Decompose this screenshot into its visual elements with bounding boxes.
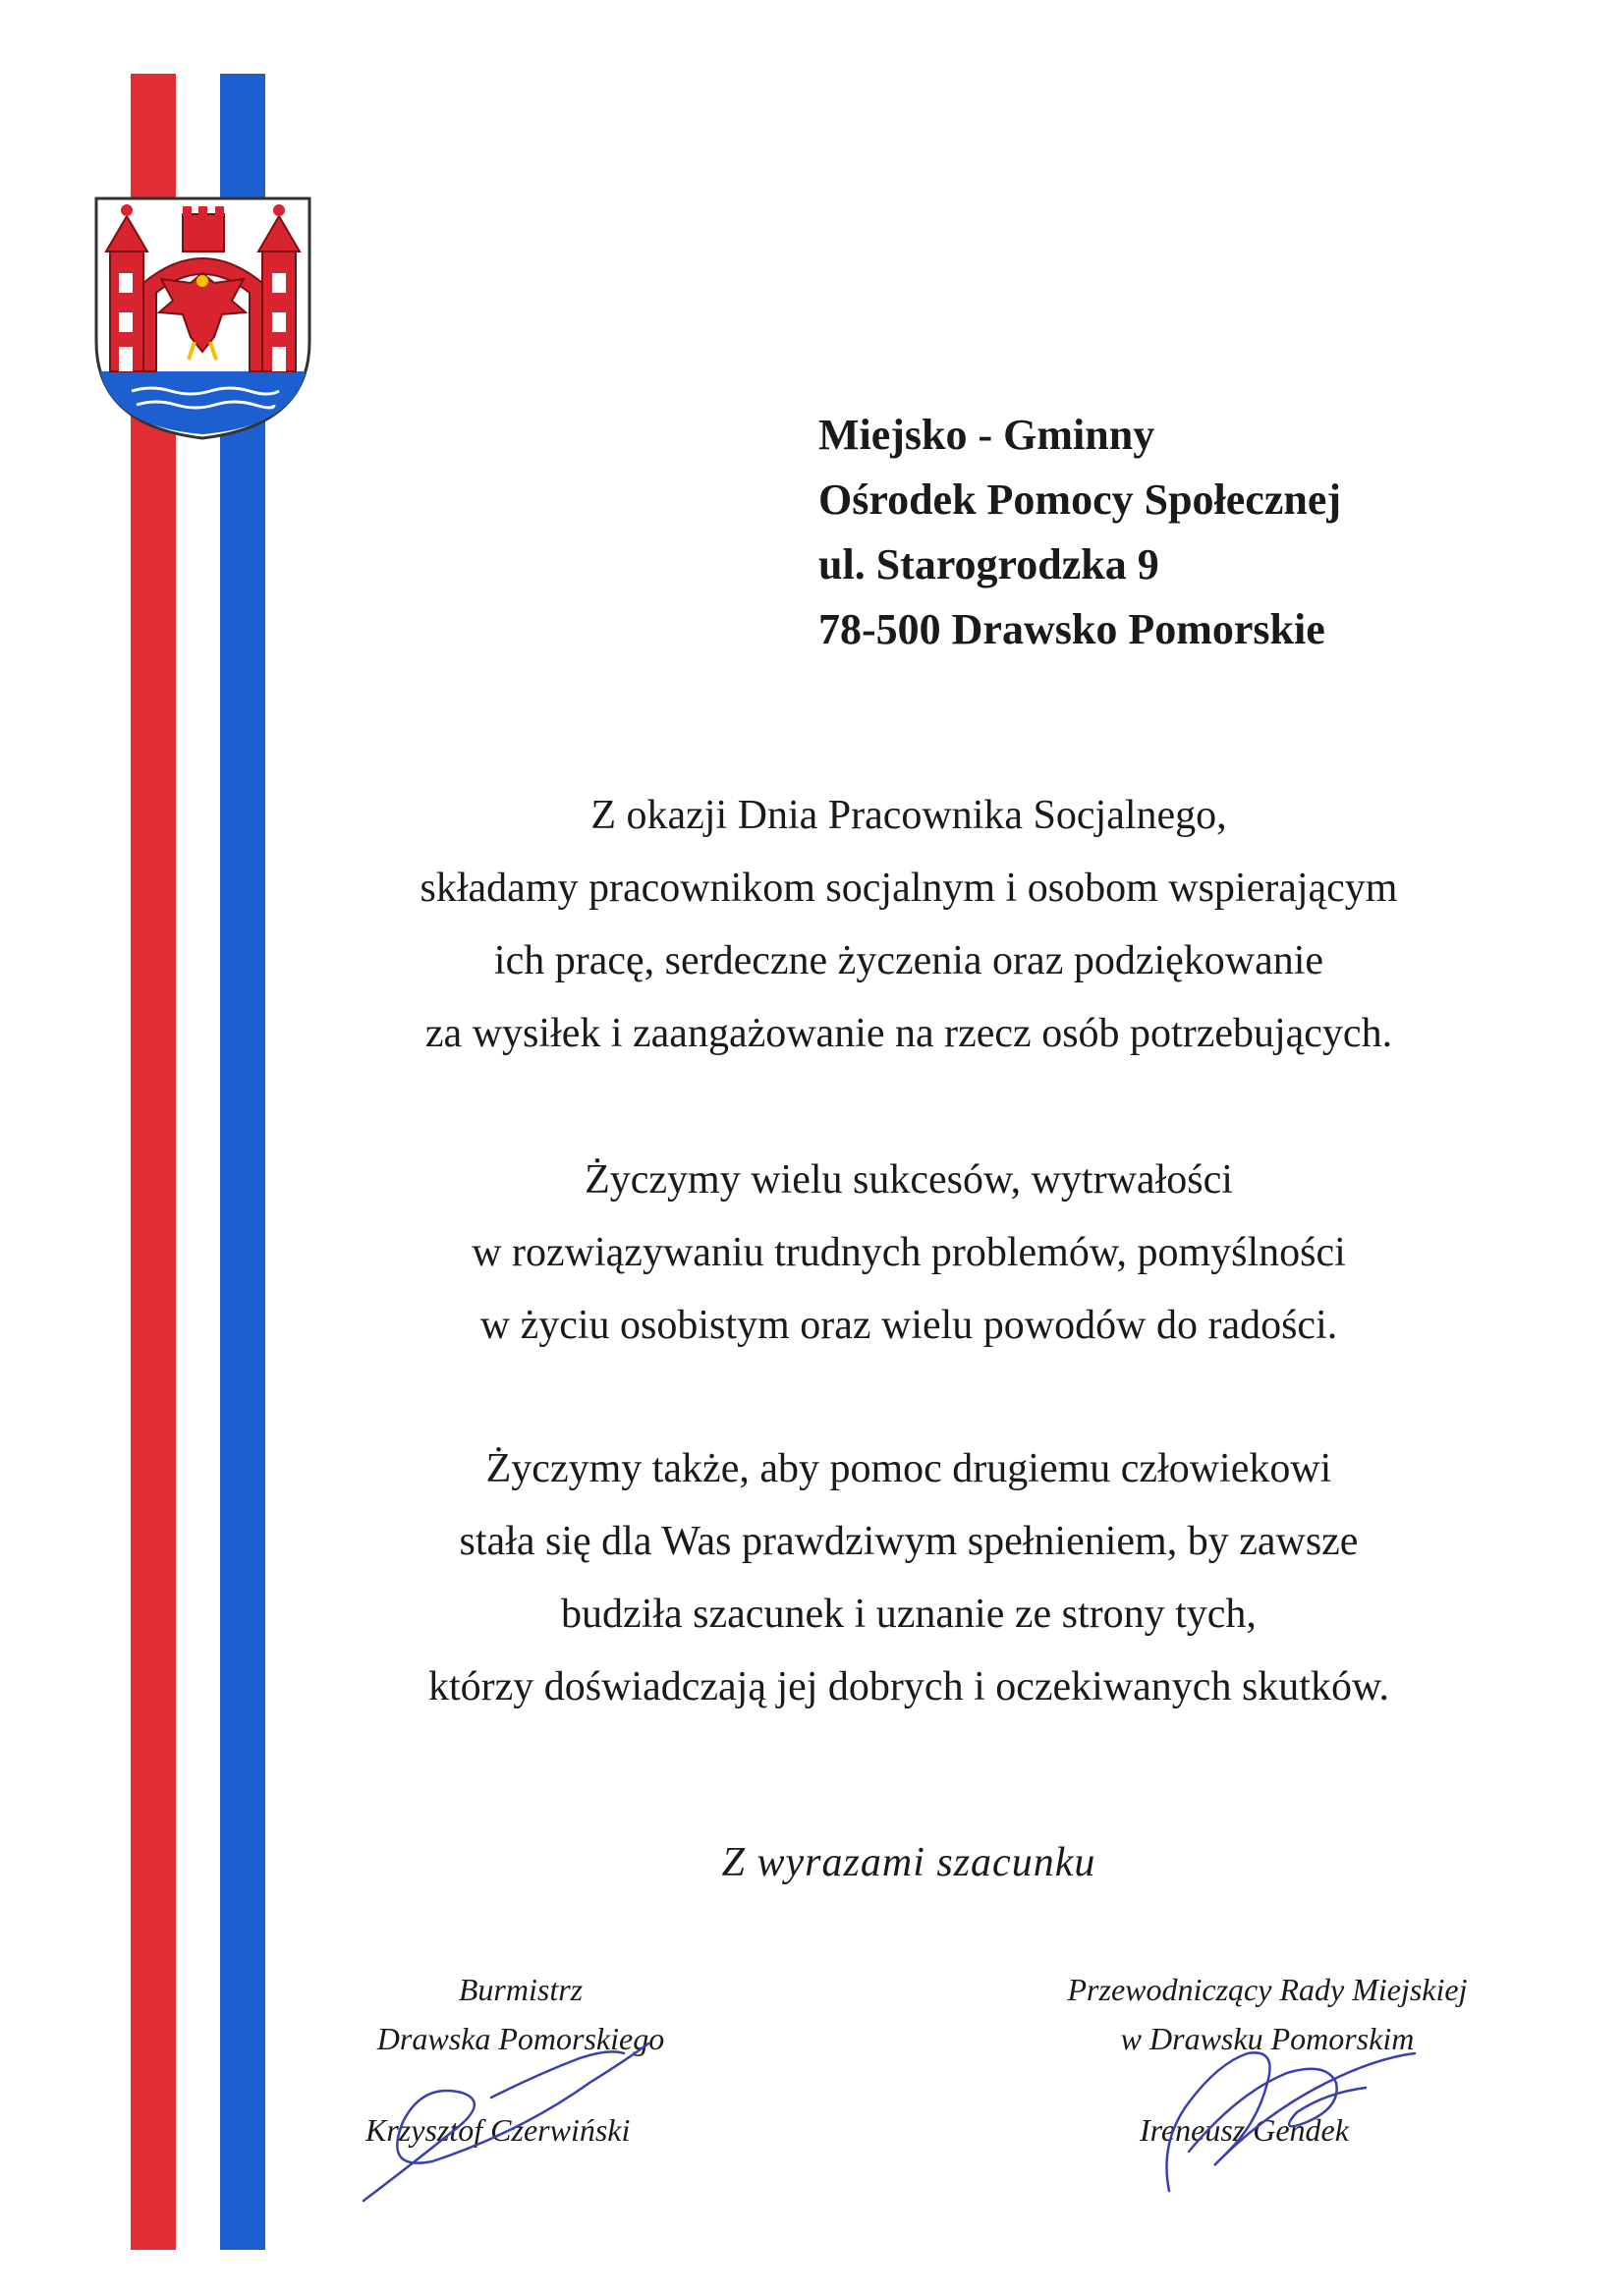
title-line: Przewodniczący Rady Miejskiej [1067,1972,1468,2007]
text-line: w życiu osobistym oraz wielu powodów do radości. [479,1303,1338,1348]
title-line: Drawska Pomorskiego [376,2021,665,2056]
coat-of-arms-icon [92,195,313,440]
text-line: w rozwiązywaniu trudnych problemów, pomyślności [472,1230,1346,1275]
text-line: Z okazji Dnia Pracownika Socjalnego, [590,793,1227,838]
message-paragraph-3 [295,1432,1523,1723]
address-line-1: Miejsko - Gminny [818,411,1155,459]
text-line: składamy pracownikom socjalnym i osobom wspierającym [420,866,1398,911]
closing-phrase: Z wyrazami szacunku [721,1840,1096,1885]
signatory-left-name: Krzysztof Czerwiński [365,2112,631,2148]
message-paragraph-2 [295,1144,1523,1362]
address-line-4: 78-500 Drawsko Pomorskie [818,605,1325,653]
signatory-right-name: Ireneusz Gendek [1140,2112,1349,2148]
message-paragraph-1 [295,779,1523,1070]
address-line-2: Ośrodek Pomocy Społecznej [818,476,1342,524]
title-line: w Drawsku Pomorskim [1120,2021,1415,2056]
text-line: którzy doświadczają jej dobrych i oczekiwanych skutków. [427,1664,1390,1709]
signature-left-icon [344,2024,698,2211]
text-line: budziła szacunek i uznanie ze strony tych, [561,1592,1257,1637]
text-line: za wysiłek i zaangażowanie na rzecz osób potrzebujących. [424,1011,1393,1056]
text-line: Życzymy wielu sukcesów, wytrwałości [585,1157,1233,1203]
text-line: stała się dla Was prawdziwym spełnieniem, by zawsze [459,1519,1359,1564]
recipient-address [818,403,1341,662]
title-line: Burmistrz [458,1972,584,2007]
signature-right-icon [1130,2014,1444,2211]
text-line: ich pracę, serdeczne życzenia oraz podziękowanie [493,938,1324,983]
text-line: Życzymy także, aby pomoc drugiemu człowiekowi [485,1446,1332,1491]
address-line-3: ul. Starogrodzka 9 [818,540,1159,588]
